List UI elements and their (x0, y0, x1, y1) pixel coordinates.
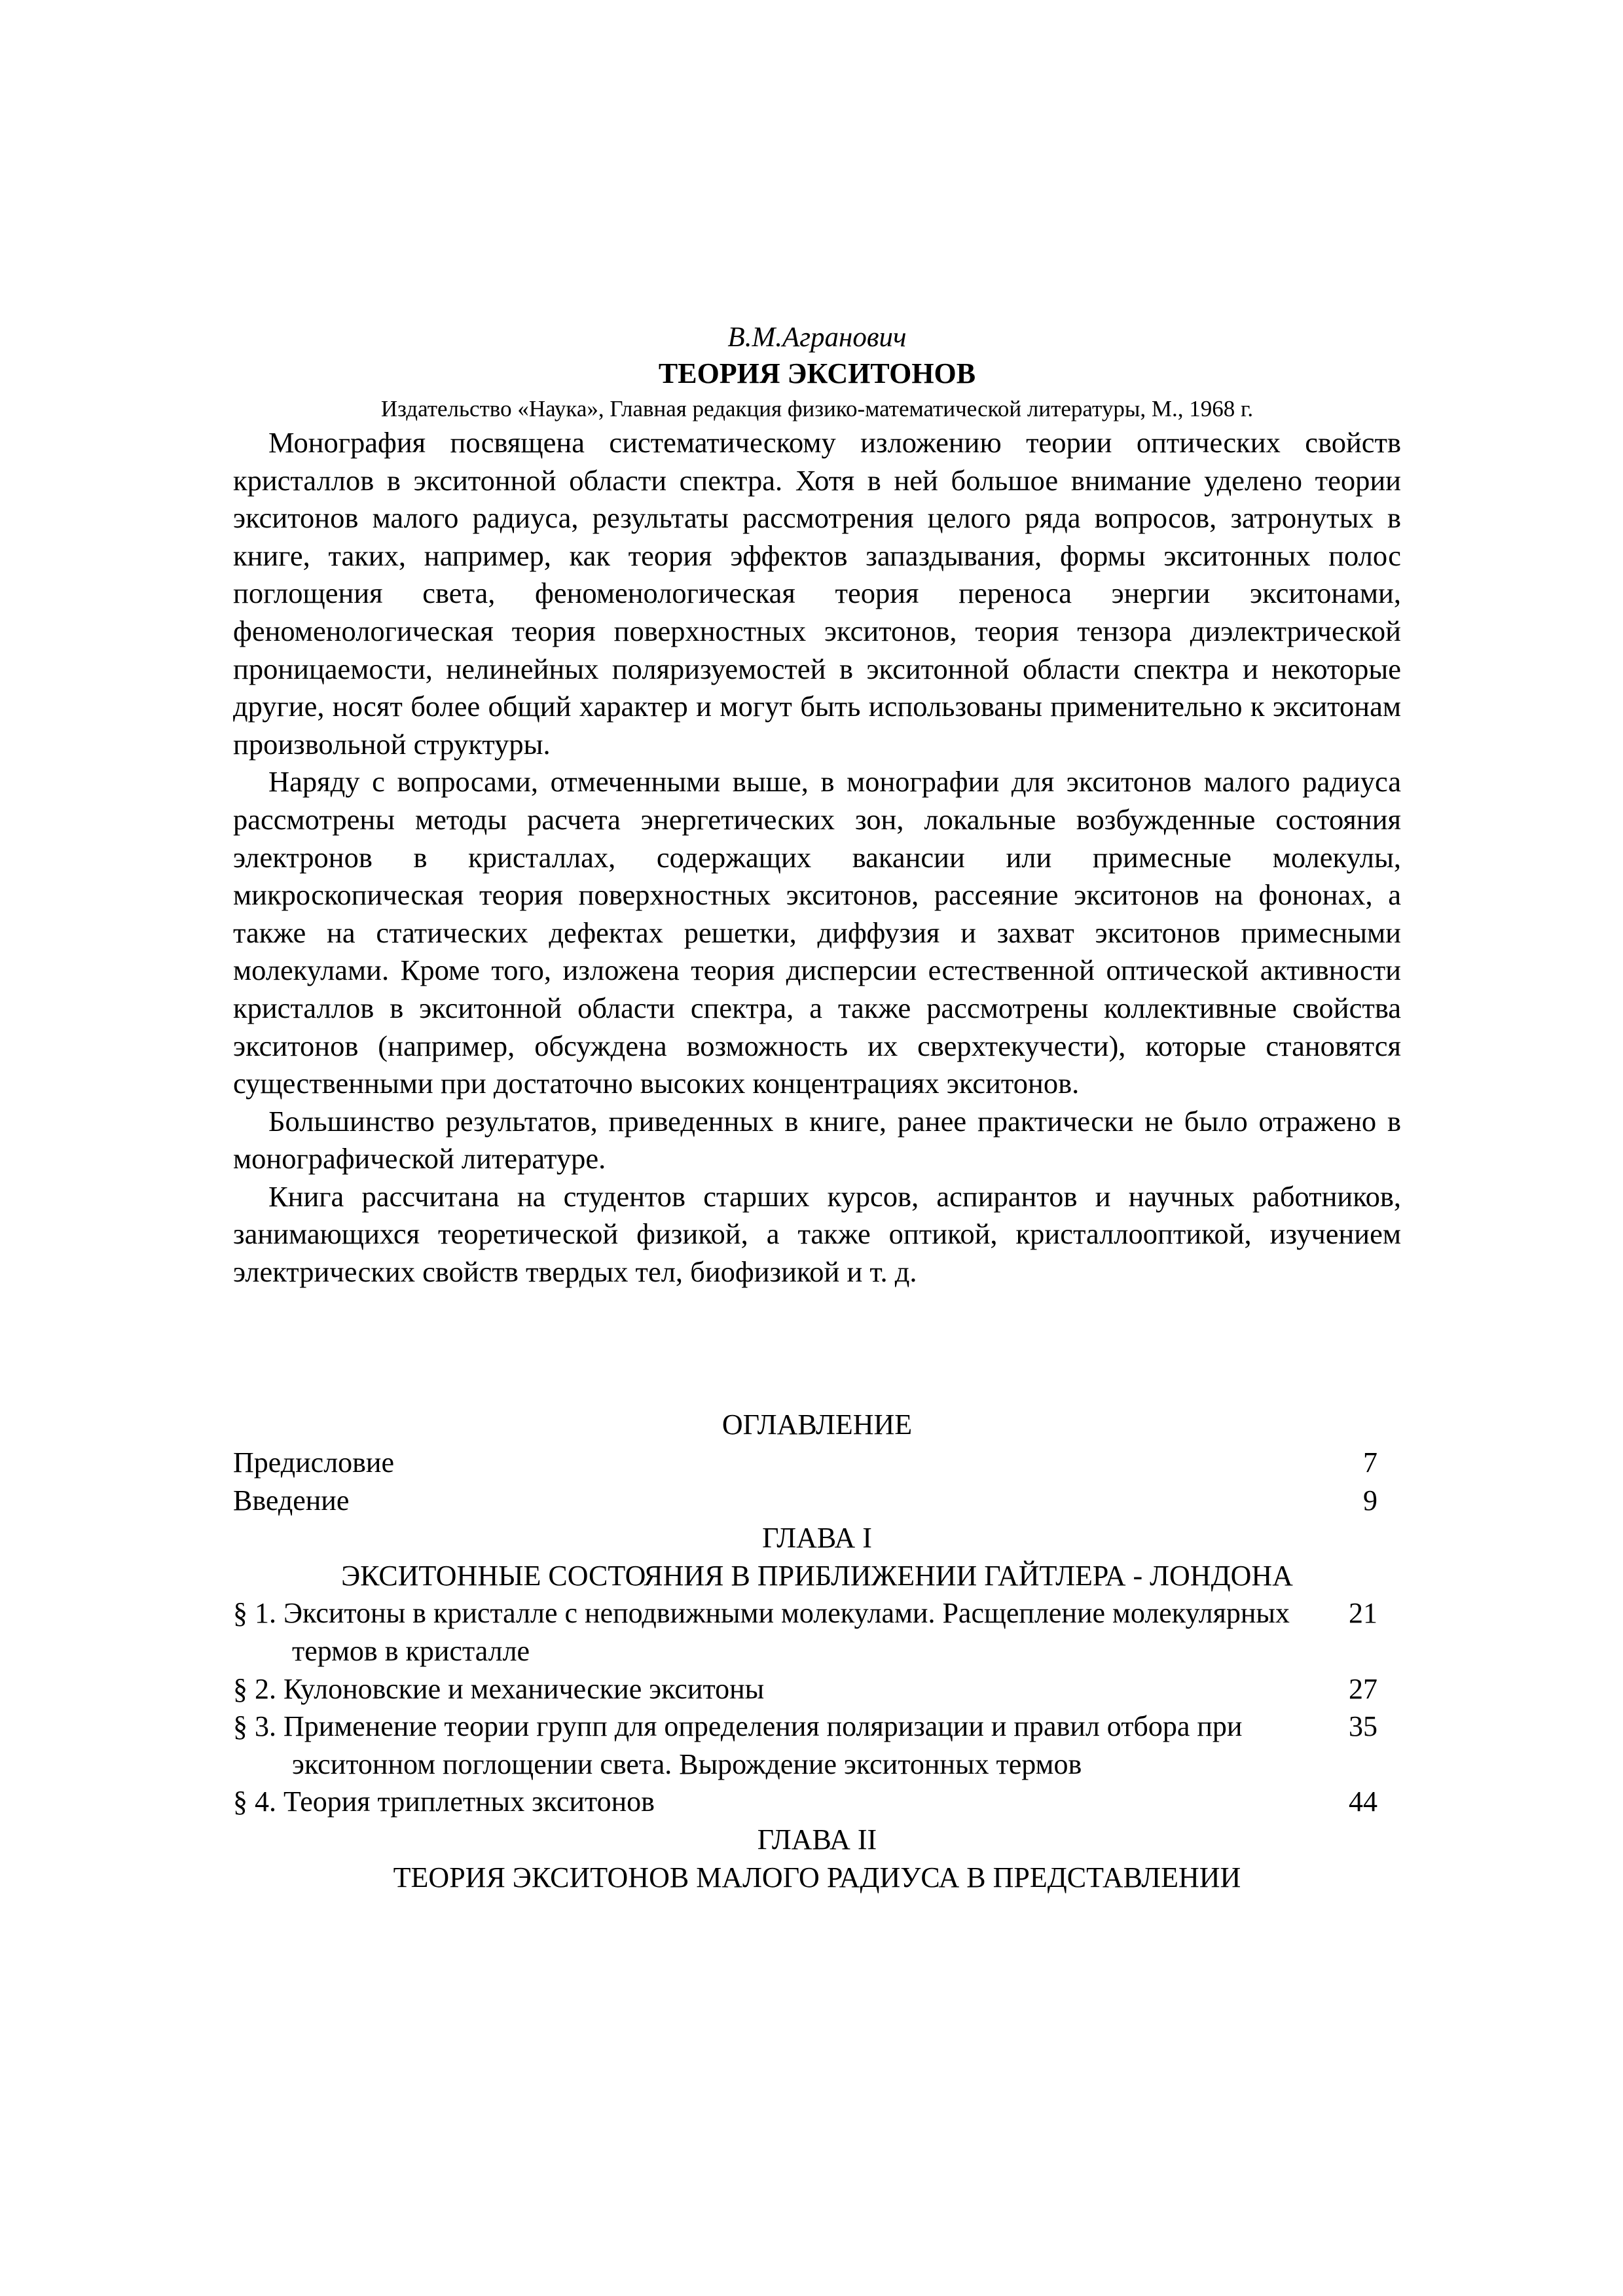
toc-heading: ОГЛАВЛЕНИЕ (721, 1408, 913, 1441)
abstract-paragraph: Наряду с вопросами, отмеченными выше, в монографии для экситонов малого радиуса рассмотрены методы расчета энергетических зон, локальные возбужденные состояния электронов в кристаллах, содержащих вакансии или примесные молекулы, микроскопическая теория поверхностных экситонов, рассеяние экситонов на фононах, а также на статических дефектах решетки, диффузия и захват экситонов примесными молекулами. Кроме того, изложена теория дисперсии естественной оптической активности кристаллов в экситонной области спектра, а также рассмотрены коллективные свойства экситонов (например, обсуждена возможность их сверхтекучести), которые становятся существенными при достаточно высоких концентрациях экситонов. (233, 765, 1401, 1100)
abstract-paragraph: Книга рассчитана на студентов старших курсов, аспирантов и научных работников, занимающихся теоретической физикой, а также оптикой, кристаллооптикой, изучением электрических свойств твердых тел, биофизикой и т. д. (233, 1179, 1401, 1289)
toc-entry-label: § 1. Экситоны в кристалле с неподвижными молекулами. Расщепление молекулярных термов в кристалле (233, 1597, 1290, 1667)
toc-entry-page: 9 (1363, 1484, 1377, 1516)
chapter-2-title: ТЕОРИЯ ЭКСИТОНОВ МАЛОГО РАДИУСА В ПРЕДСТАВЛЕНИИ (393, 1861, 1241, 1893)
publisher-line: Издательство «Наука», Главная редакция физико-математической литературы, М., 1968 г. (380, 396, 1254, 422)
toc-entry-page: 7 (1363, 1446, 1377, 1479)
book-title: ТЕОРИЯ ЭКСИТОНОВ (658, 357, 976, 389)
table-of-contents (233, 1444, 1401, 1896)
author-name: В.М.Агранович (727, 322, 907, 353)
chapter-1-label: ГЛАВА I (762, 1522, 872, 1554)
toc-entry-page: 27 (1349, 1672, 1377, 1705)
abstract-paragraph: Монография посвящена систематическому изложению теории оптических свойств кристаллов в экситонной области спектра. Хотя в ней большое внимание уделено теории экситонов малого радиуса, результаты рассмотрения целого ряда вопросов, затронутых в книге, таких, например, как теория эффектов запаздывания, формы экситонных полос поглощения света, феноменологическая теория переноса энергии экситонами, феноменологическая теория поверхностных экситонов, теория тензора диэлектрической проницаемости, нелинейных поляризуемостей в экситонной области спектра и некоторые другие, носят более общий характер и могут быть использованы применительно к экситонам произвольной структуры. (233, 426, 1401, 761)
chapter-2-label: ГЛАВА II (757, 1823, 877, 1856)
abstract-paragraph: Большинство результатов, приведенных в книге, ранее практически не было отражено в монографической литературе. (233, 1104, 1401, 1175)
toc-entry-label: Введение (233, 1484, 350, 1516)
toc-entry-section-1 (233, 1594, 1401, 1670)
toc-entry-label: § 4. Теория триплетных зкситонов (233, 1785, 655, 1818)
toc-entry-label: § 3. Применение теории групп для определения поляризации и правил отбора при экситонном поглощении света. Вырождение экситонных термов (233, 1710, 1243, 1780)
toc-entry-section-2 (233, 1670, 1401, 1708)
toc-entry-introduction (233, 1482, 1401, 1520)
toc-entry-section-3 (233, 1708, 1401, 1783)
toc-entry-section-4 (233, 1783, 1401, 1821)
toc-entry-label: § 2. Кулоновские и механические экситоны (233, 1672, 765, 1705)
toc-entry-label: Предисловие (233, 1446, 394, 1479)
abstract (233, 424, 1401, 1291)
toc-entry-page: 44 (1349, 1785, 1377, 1818)
toc-entry-page: 35 (1349, 1710, 1377, 1743)
chapter-1-title: ЭКСИТОННЫЕ СОСТОЯНИЯ В ПРИБЛИЖЕНИИ ГАЙТЛЕРА - ЛОНДОНА (341, 1559, 1293, 1592)
toc-entry-page: 21 (1349, 1597, 1377, 1630)
toc-entry-preface (233, 1444, 1401, 1482)
